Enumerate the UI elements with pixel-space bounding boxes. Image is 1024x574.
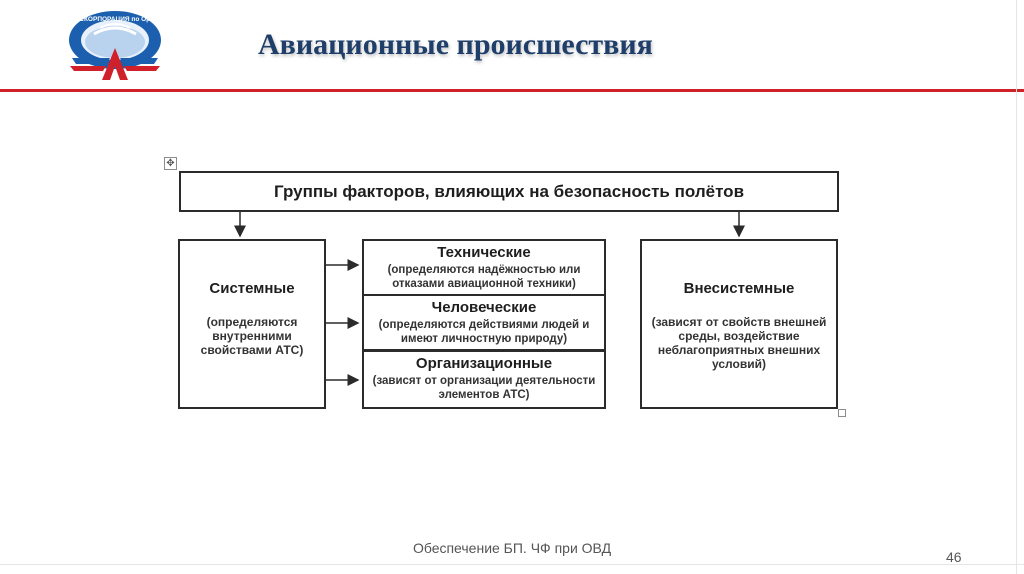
organizational-factors-box [362,350,606,409]
slide-bottom-border [0,564,1024,565]
title-divider [0,89,1024,92]
external-factors-box [640,239,838,409]
systemic-description: (определяются внутренними свойствами АТС) [200,315,304,357]
slide-right-border [1016,0,1017,574]
slide-footer: Обеспечение БП. ЧФ при ОВД [412,540,612,556]
systemic-title: Системные [209,280,295,297]
organizational-title: Организационные [415,355,553,372]
external-title: Внесистемные [683,280,795,297]
systemic-factors-box [178,239,326,409]
table-move-handle-icon[interactable]: ✥ [164,157,177,170]
technical-factors-box [362,239,606,296]
company-logo [66,8,164,84]
organizational-description: (зависят от организации деятельности элементов АТС) [372,375,596,401]
human-title: Человеческие [431,299,537,316]
technical-description: (определяются надёжностью или отказами авиационной техники) [387,264,581,290]
slide-title: Авиационные происшествия [258,28,653,61]
technical-title: Технические [437,244,531,261]
diagram-header-box: Группы факторов, влияющих на безопасность полётов [179,171,839,212]
page-number: 46 [946,549,962,565]
human-factors-box [362,294,606,351]
logo-ring-text: ГОСКОРПОРАЦИЯ по ОрВД [70,16,160,23]
human-description: (определяются действиями людей и имеют личностную природу) [378,319,590,345]
table-resize-handle-icon[interactable] [838,409,846,417]
external-description: (зависят от свойств внешней среды, воздействие неблагоприятных внешних условий) [651,315,827,371]
